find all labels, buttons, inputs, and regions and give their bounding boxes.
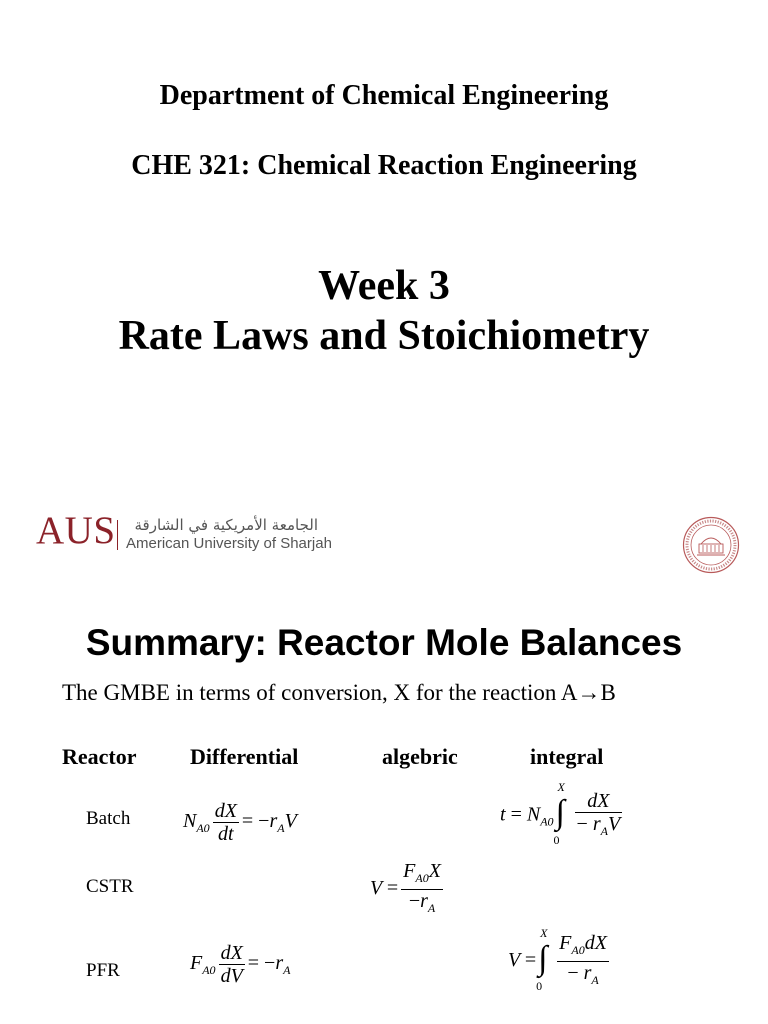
batch-differential-equation: $N_{A0}$ $\frac{dX}{dt}$ = $-r_AV$ bbox=[183, 800, 297, 845]
summary-title: Summary: Reactor Mole Balances bbox=[85, 622, 683, 663]
header-integral: integral bbox=[530, 744, 604, 769]
aus-logo-arabic: الجامعة الأمريكية في الشارقة bbox=[134, 516, 318, 534]
header-reactor: Reactor bbox=[62, 744, 137, 769]
week-heading: Week 3 bbox=[318, 263, 450, 309]
cstr-algebraic-equation: V = $\frac{F_{A0}X}{-r_A}$ bbox=[370, 860, 446, 919]
row-label-cstr: CSTR bbox=[86, 876, 134, 897]
aus-logo-english: American University of Sharjah bbox=[126, 535, 332, 552]
header-algebric: algebric bbox=[382, 744, 458, 769]
pfr-differential-equation: $F_{A0}$ $\frac{dX}{dV}$ = $-r_A$ bbox=[190, 942, 291, 987]
aus-logo-mark: AUS bbox=[36, 509, 116, 552]
header-differential: Differential bbox=[190, 744, 299, 769]
row-label-batch: Batch bbox=[86, 808, 131, 829]
batch-integral-equation: $t = N_{A0}$ X ∫ 0 $\frac{dX}{- r_AV}$ bbox=[500, 780, 621, 847]
logo-divider bbox=[117, 520, 118, 550]
course-title: CHE 321: Chemical Reaction Engineering bbox=[131, 150, 637, 181]
department-title: Department of Chemical Engineering bbox=[159, 80, 609, 111]
topic-heading: Rate Laws and Stoichiometry bbox=[118, 313, 650, 359]
university-seal-icon bbox=[682, 516, 740, 574]
gmbe-subtitle: The GMBE in terms of conversion, X for the reaction A→B bbox=[62, 680, 616, 705]
pfr-integral-equation: V = X ∫ 0 $\frac{F_{A0}dX}{- r_A}$ bbox=[508, 925, 607, 993]
row-label-pfr: PFR bbox=[86, 960, 120, 981]
